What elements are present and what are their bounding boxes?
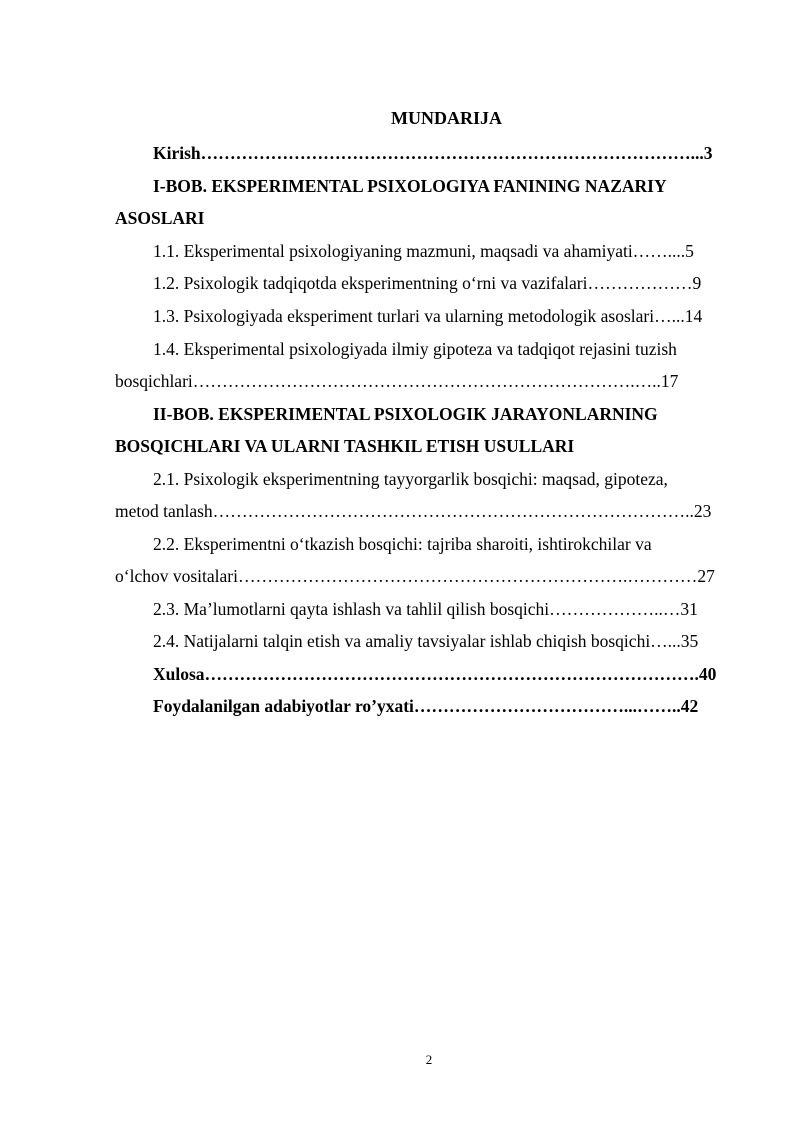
toc-entry-xulosa: Xulosa………………………………………………………………………….40 <box>153 664 717 684</box>
page-number: 2 <box>425 1052 433 1067</box>
toc-entry-2-4: 2.4. Natijalarni talqin etish va amaliy tavsiyalar ishlab chiqish bosqichi…...35 <box>153 631 699 651</box>
toc-chapter-2-heading-cont: BOSQICHLARI VA ULARNI TASHKIL ETISH USULLARI <box>115 436 575 456</box>
toc-entry-2-2: 2.2. Eksperimentni oʻtkazish bosqichi: tajriba sharoiti, ishtirokchilar va <box>153 534 652 554</box>
toc-entry-2-1-cont: metod tanlash………………………………………………………………………..23 <box>115 501 712 521</box>
toc-chapter-1-heading: I-BOB. EKSPERIMENTAL PSIXOLOGIYA FANINING NAZARIY <box>153 176 667 196</box>
toc-entry-1-2: 1.2. Psixologik tadqiqotda eksperimentning oʻrni va vazifalari………………9 <box>153 273 702 293</box>
toc-entry-2-3: 2.3. Maʼlumotlarni qayta ishlash va tahlil qilish bosqichi………………..…31 <box>153 599 698 619</box>
toc-title: MUNDARIJA <box>391 108 502 128</box>
toc-entry-1-4-cont: bosqichlari………………………………………………………………….…..17 <box>115 371 679 391</box>
toc-entry-references: Foydalanilgan adabiyotlar roʼyxati………………………………...……..42 <box>153 696 699 716</box>
toc-entry-1-3: 1.3. Psixologiyada eksperiment turlari va ularning metodologik asoslari…...14 <box>153 306 703 326</box>
toc-entry-1-1: 1.1. Eksperimental psixologiyaning mazmuni, maqsadi va ahamiyati……....5 <box>153 241 694 261</box>
toc-chapter-2-heading: II-BOB. EKSPERIMENTAL PSIXOLOGIK JARAYONLARNING <box>153 404 658 424</box>
toc-entry-1-4: 1.4. Eksperimental psixologiyada ilmiy gipoteza va tadqiqot rejasini tuzish <box>153 339 677 359</box>
toc-entry-kirish: Kirish…………………………………………………………………………...3 <box>153 143 713 163</box>
toc-entry-2-1: 2.1. Psixologik eksperimentning tayyorgarlik bosqichi: maqsad, gipoteza, <box>153 469 668 489</box>
toc-chapter-1-heading-cont: ASOSLARI <box>115 208 205 228</box>
toc-entry-2-2-cont: oʻlchov vositalari………………………………………………………….…………27 <box>115 566 715 586</box>
